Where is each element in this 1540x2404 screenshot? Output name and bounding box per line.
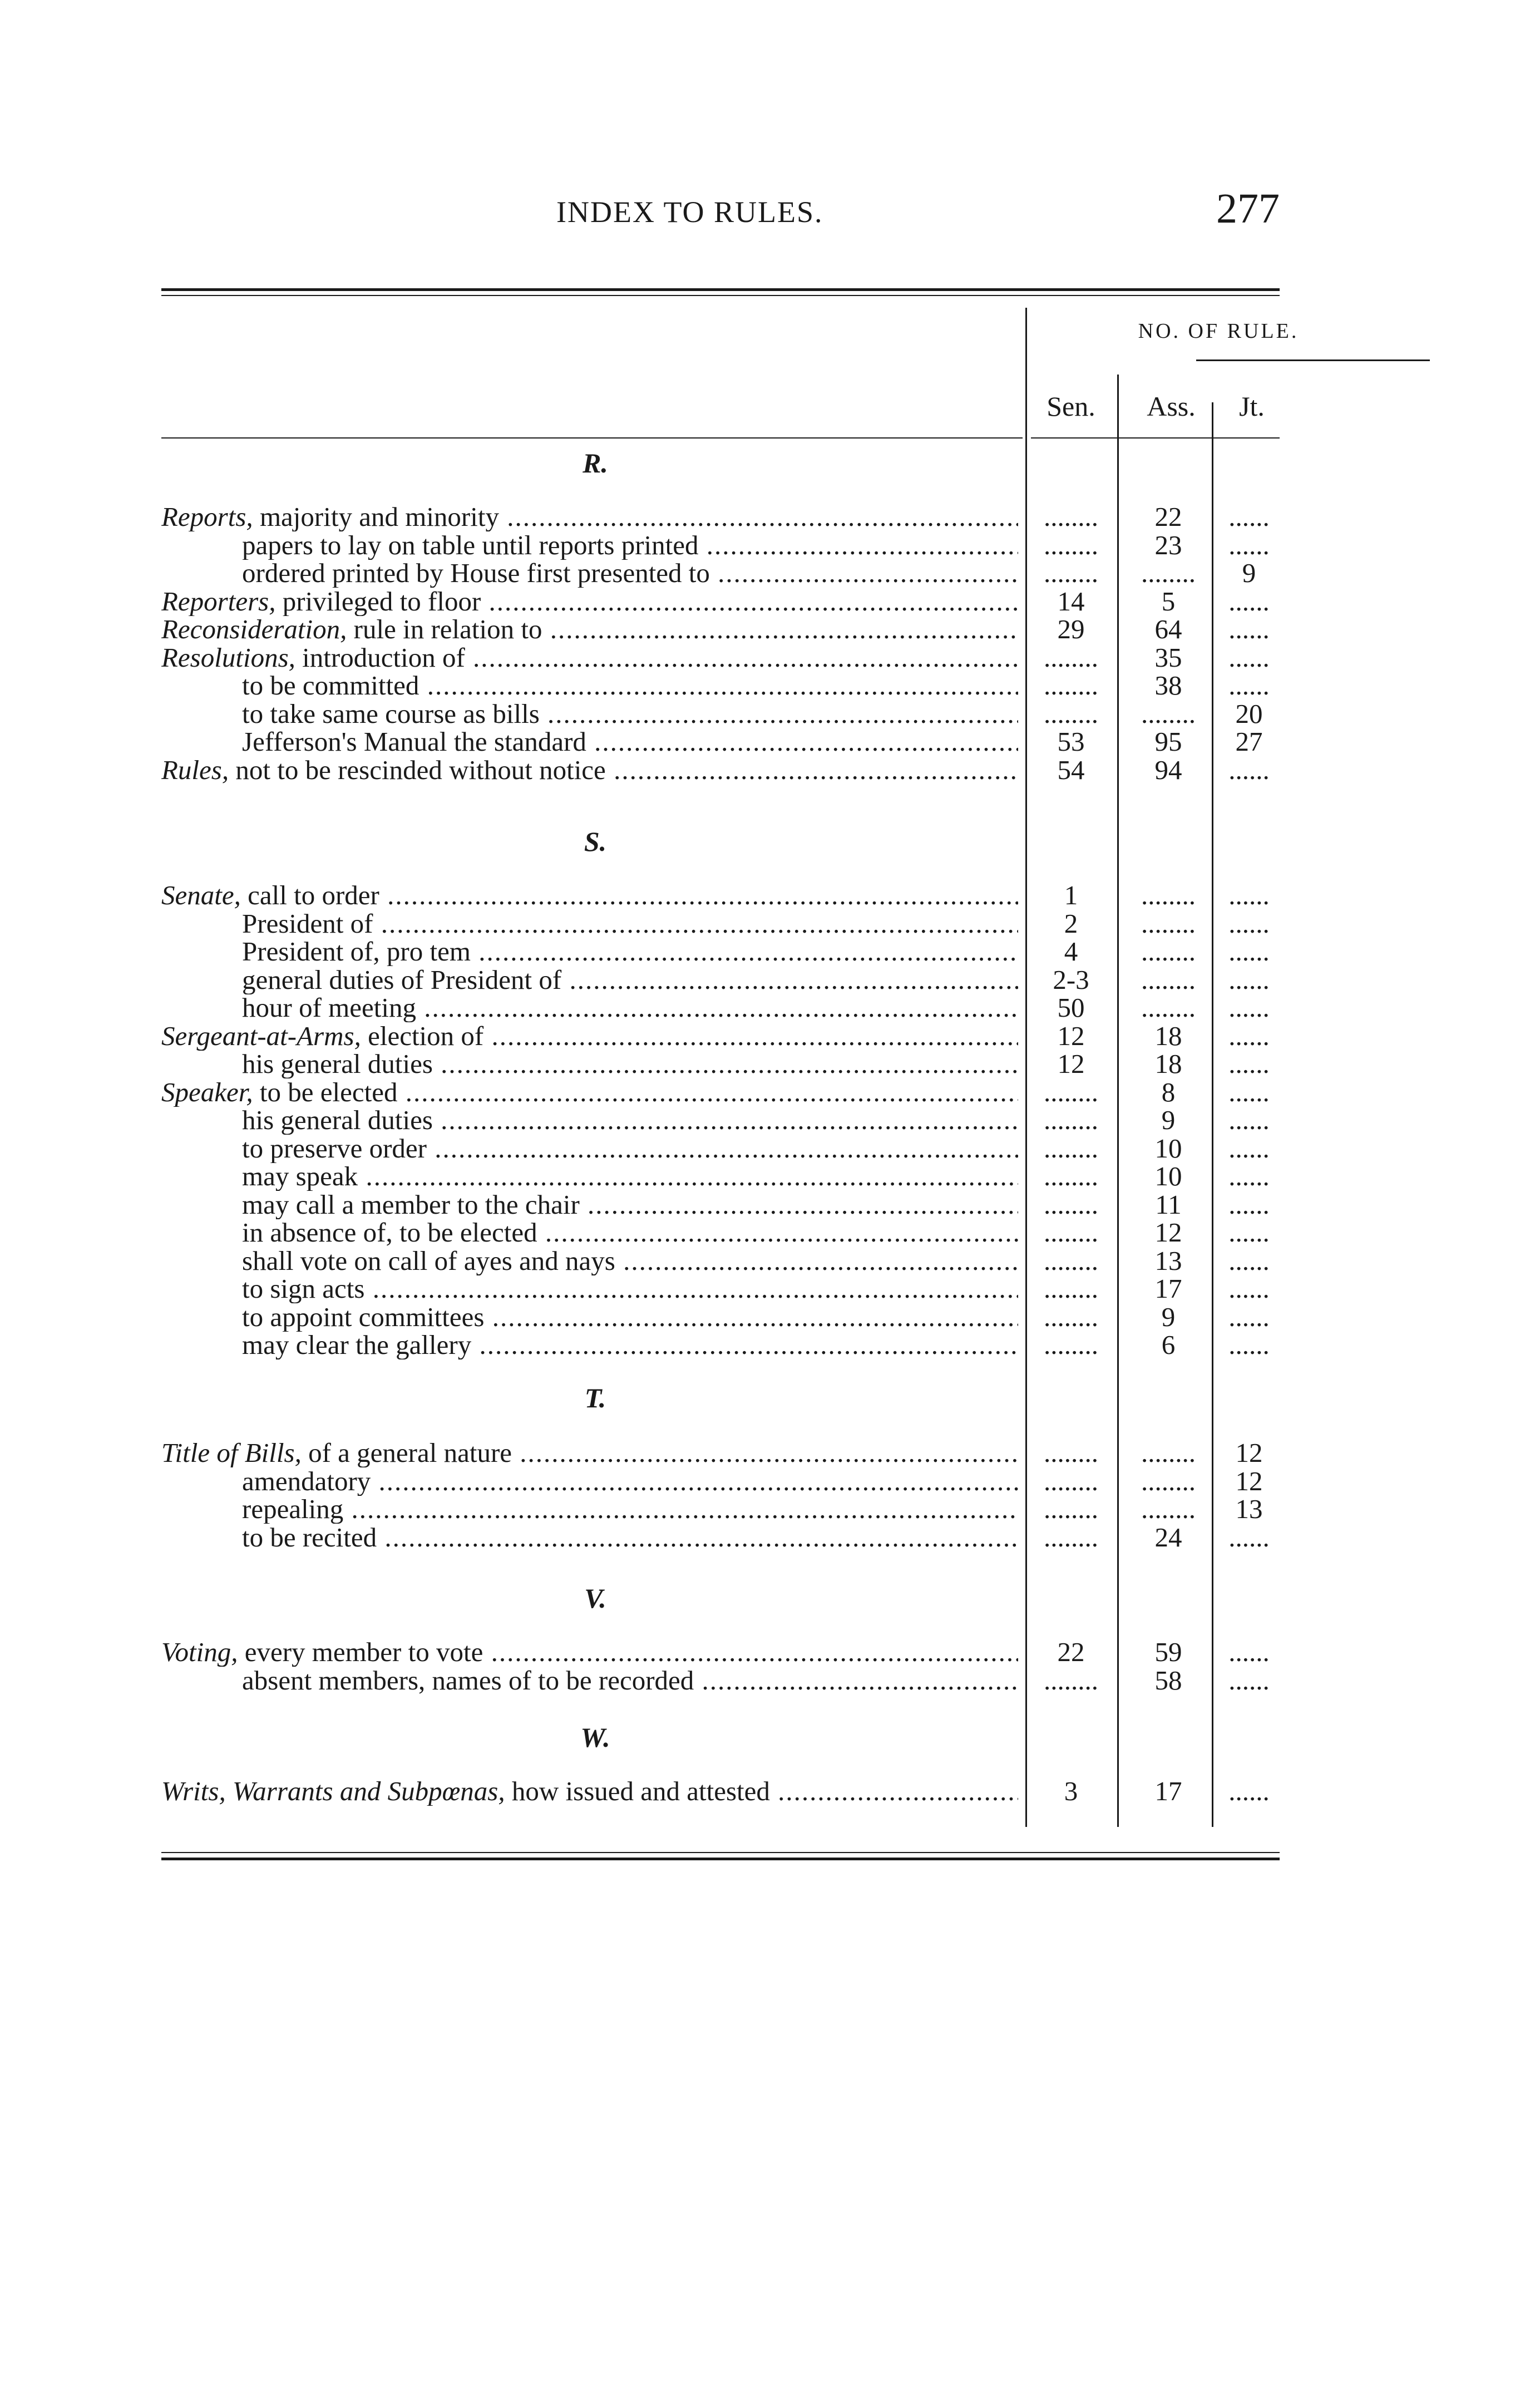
bottom-rule-outer: [161, 1858, 1280, 1860]
index-entry-text: [242, 1495, 1018, 1524]
ass-rule-number: 11: [1155, 1190, 1182, 1219]
jt-rule-number: ......: [1228, 1077, 1270, 1107]
entry-lead: Rules,: [161, 755, 229, 785]
sen-rule-number: ........: [1044, 1246, 1098, 1275]
sen-rule-number: 1: [1064, 881, 1078, 910]
entry-description: rule in relation to .....: [347, 615, 1018, 644]
entry-description: privileged to floor .....: [276, 587, 1019, 616]
index-entry-row: [161, 756, 1280, 785]
jt-rule-number: 13: [1235, 1495, 1263, 1524]
index-entry-row: [161, 503, 1280, 531]
jt-rule-number: ......: [1228, 1666, 1270, 1695]
sen-rule-number: ........: [1044, 1495, 1098, 1524]
index-entry-row: [161, 671, 1280, 700]
ass-rule-number: ........: [1141, 1439, 1196, 1467]
index-entry-text: [242, 937, 1018, 966]
index-entry-text: [242, 559, 1018, 588]
header-rule-left: [161, 437, 1023, 439]
index-entry-row: [161, 1274, 1280, 1303]
jt-rule-number: ......: [1228, 503, 1270, 531]
index-entry-text: [242, 909, 1018, 938]
entry-lead: Voting,: [161, 1638, 238, 1667]
entry-description: President of, pro tem .....: [242, 937, 1018, 966]
sen-rule-number: ........: [1044, 1466, 1098, 1496]
ass-rule-number: 17: [1154, 1777, 1182, 1806]
entry-description: President of .....: [242, 909, 1018, 938]
jt-rule-number: ......: [1228, 1246, 1270, 1275]
section-letter: W.: [580, 1722, 610, 1753]
sen-rule-number: ........: [1044, 1439, 1098, 1467]
jt-rule-number: 12: [1235, 1466, 1263, 1496]
index-entry-row: [161, 993, 1280, 1022]
sen-rule-number: 4: [1064, 937, 1078, 966]
index-entry-row: [161, 531, 1280, 560]
ass-rule-number: 35: [1154, 643, 1182, 672]
index-entry-row: [161, 1523, 1280, 1552]
entry-description: Jefferson's Manual the standard .....: [242, 727, 1018, 756]
entry-description: papers to lay on table until reports printed .....: [242, 531, 1018, 560]
entry-description: introduction of .....: [295, 643, 1018, 672]
sen-rule-number: 14: [1057, 587, 1085, 616]
ass-rule-number: 6: [1161, 1331, 1176, 1359]
entry-description: hour of meeting .....: [242, 993, 1018, 1022]
entry-description: to be committed .....: [242, 671, 1018, 700]
index-entry-text: [242, 671, 1018, 700]
sen-rule-number: ........: [1044, 530, 1098, 560]
ass-rule-number: 38: [1154, 671, 1182, 700]
entry-description: every member to vote .....: [238, 1638, 1018, 1667]
jt-rule-number: ......: [1228, 965, 1270, 994]
entry-description: to preserve order .....: [242, 1134, 1018, 1163]
index-entry-row: [161, 965, 1280, 994]
jt-rule-number: ......: [1228, 671, 1270, 700]
sen-rule-number: 50: [1057, 993, 1085, 1022]
entry-description: in absence of, to be elected .....: [242, 1218, 1018, 1247]
sen-rule-number: ........: [1044, 1134, 1098, 1163]
ass-rule-number: 5: [1161, 587, 1176, 616]
ass-rule-number: 10: [1154, 1162, 1182, 1191]
index-entry-text: [161, 1439, 1018, 1467]
ass-column-label: Ass.: [1147, 391, 1196, 422]
index-entry-row: [161, 1439, 1280, 1467]
index-entry-row: [161, 1666, 1280, 1695]
ass-rule-number: 95: [1154, 727, 1182, 756]
index-entry-text: [242, 699, 1018, 728]
ass-rule-number: ........: [1141, 559, 1196, 588]
jt-rule-number: ......: [1228, 993, 1270, 1022]
index-entry-row: [161, 1777, 1280, 1806]
sen-rule-number: ........: [1044, 671, 1098, 700]
jt-rule-number: ......: [1228, 1162, 1270, 1191]
index-entry-row: [161, 1331, 1280, 1359]
no-of-rule-label: NO. OF RULE.: [1138, 319, 1299, 343]
jt-rule-number: ......: [1228, 909, 1270, 938]
entry-description: amendatory .....: [242, 1467, 1018, 1496]
entry-description: how issued and attested .....: [505, 1777, 1018, 1806]
jt-rule-number: ......: [1228, 1218, 1270, 1247]
entry-description: call to order .....: [241, 881, 1018, 910]
ass-rule-number: ........: [1141, 965, 1196, 994]
section-letter: S.: [584, 826, 607, 857]
index-entry-text: [242, 1274, 1018, 1303]
jt-rule-number: ......: [1228, 1190, 1270, 1219]
entry-description: to take same course as bills .....: [242, 699, 1018, 728]
header-rule-right: [1031, 437, 1280, 439]
entry-lead: Sergeant-at-Arms,: [161, 1021, 361, 1051]
sen-rule-number: 29: [1057, 615, 1085, 644]
index-entry-text: [242, 1050, 1018, 1078]
index-entry-text: [161, 1078, 1018, 1107]
index-entry-text: [242, 1106, 1018, 1135]
jt-rule-number: ......: [1228, 1777, 1270, 1806]
top-rule-outer: [161, 288, 1280, 291]
sen-rule-number: ........: [1044, 1106, 1098, 1135]
ass-rule-number: 12: [1154, 1218, 1182, 1247]
ass-rule-number: 59: [1154, 1638, 1182, 1667]
index-entry-text: [242, 965, 1018, 994]
running-title: INDEX TO RULES.: [556, 195, 823, 229]
index-entry-text: [161, 756, 1018, 785]
ass-rule-number: ........: [1141, 909, 1196, 938]
sen-rule-number: ........: [1044, 1190, 1098, 1219]
jt-column-label: Jt.: [1239, 391, 1265, 422]
sen-rule-number: ........: [1044, 1331, 1098, 1359]
ass-rule-number: 24: [1154, 1523, 1182, 1552]
jt-rule-number: ......: [1228, 1021, 1270, 1051]
index-entry-row: [161, 1495, 1280, 1524]
ass-rule-number: ........: [1141, 1466, 1196, 1496]
index-entry-row: [161, 727, 1280, 756]
jt-rule-number: ......: [1228, 615, 1270, 644]
ass-rule-number: 8: [1161, 1077, 1176, 1107]
jt-rule-number: ......: [1228, 1134, 1270, 1163]
index-entry-row: [161, 699, 1280, 728]
jt-rule-number: ......: [1228, 1523, 1270, 1552]
entry-description: absent members, names of to be recorded .....: [242, 1666, 1018, 1695]
jt-rule-number: ......: [1228, 643, 1270, 672]
sen-rule-number: ........: [1044, 1302, 1098, 1332]
jt-rule-number: ......: [1228, 1331, 1270, 1359]
index-entry-text: [161, 1777, 1018, 1806]
index-entry-text: [242, 1331, 1018, 1359]
ass-rule-number: 9: [1161, 1302, 1176, 1332]
index-entry-row: [161, 1638, 1280, 1667]
index-entry-row: [161, 587, 1280, 616]
index-entry-row: [161, 1022, 1280, 1051]
jt-rule-number: ......: [1228, 881, 1270, 910]
entry-lead: Resolutions,: [161, 643, 295, 672]
jt-rule-number: 20: [1235, 699, 1263, 728]
entry-description: election of .....: [361, 1022, 1018, 1051]
entry-description: of a general nature .....: [302, 1439, 1018, 1467]
index-entry-row: [161, 1078, 1280, 1107]
index-entry-text: [161, 1638, 1018, 1667]
index-entry-text: [242, 1666, 1018, 1695]
index-entry-row: [161, 937, 1280, 966]
entry-description: may speak .....: [242, 1162, 1018, 1191]
jt-rule-number: ......: [1228, 530, 1270, 560]
sen-rule-number: 53: [1057, 727, 1085, 756]
index-entry-text: [242, 1303, 1018, 1332]
entry-lead: Senate,: [161, 881, 241, 910]
sen-rule-number: ........: [1044, 1523, 1098, 1552]
top-rule-inner: [161, 295, 1280, 296]
sen-rule-number: ........: [1044, 1666, 1098, 1695]
ass-rule-number: 18: [1154, 1021, 1182, 1051]
index-entry-row: [161, 1218, 1280, 1247]
entry-lead: Reports,: [161, 503, 253, 531]
index-entry-text: [161, 615, 1018, 644]
sen-rule-number: ........: [1044, 643, 1098, 672]
index-entry-row: [161, 1303, 1280, 1332]
index-entry-row: [161, 643, 1280, 672]
section-letter: T.: [584, 1382, 606, 1413]
entry-description: may clear the gallery .....: [242, 1331, 1018, 1359]
index-entry-text: [242, 1190, 1018, 1219]
index-entry-text: [242, 1247, 1018, 1275]
index-entry-text: [242, 531, 1018, 560]
sen-rule-number: ........: [1044, 1077, 1098, 1107]
entry-lead: Writs, Warrants and Subpœnas,: [161, 1777, 505, 1806]
column-header-divider: [1196, 359, 1430, 361]
ass-rule-number: 23: [1154, 530, 1182, 560]
column-header: [161, 297, 1299, 441]
entry-description: not to be rescinded without notice .....: [229, 756, 1018, 785]
index-entry-text: [161, 587, 1018, 616]
entry-description: majority and minority .....: [253, 503, 1018, 531]
sen-rule-number: 2-3: [1053, 965, 1089, 994]
ass-rule-number: 94: [1154, 755, 1182, 785]
ass-rule-number: 13: [1154, 1246, 1182, 1275]
entry-description: ordered printed by House first presented to .....: [242, 559, 1018, 588]
index-entry-text: [242, 1162, 1018, 1191]
ass-rule-number: ........: [1141, 937, 1196, 966]
sen-rule-number: ........: [1044, 559, 1098, 588]
index-entry-text: [242, 1134, 1018, 1163]
page-number: 277: [1216, 185, 1280, 232]
ass-rule-number: ........: [1141, 1495, 1196, 1524]
jt-rule-number: ......: [1228, 937, 1270, 966]
index-entry-text: [242, 727, 1018, 756]
bottom-rule-inner: [161, 1852, 1280, 1853]
section-letter: V.: [584, 1583, 606, 1614]
jt-rule-number: ......: [1228, 1274, 1270, 1303]
sen-rule-number: 12: [1057, 1021, 1085, 1051]
entry-description: repealing .....: [242, 1495, 1018, 1524]
sen-rule-number: 2: [1064, 909, 1078, 938]
ass-rule-number: 10: [1154, 1134, 1182, 1163]
entry-description: his general duties .....: [242, 1050, 1018, 1078]
index-entry-text: [242, 1467, 1018, 1496]
ass-rule-number: ........: [1141, 699, 1196, 728]
index-entry-row: [161, 1134, 1280, 1163]
ass-rule-number: 17: [1154, 1274, 1182, 1303]
entry-lead: Speaker,: [161, 1077, 253, 1107]
entry-lead: Reconsideration,: [161, 615, 347, 644]
sen-rule-number: ........: [1044, 1218, 1098, 1247]
jt-rule-number: ......: [1228, 1638, 1270, 1667]
entry-description: to be elected .....: [253, 1078, 1018, 1107]
ass-rule-number: 58: [1154, 1666, 1182, 1695]
index-entry-row: [161, 1106, 1280, 1135]
ass-rule-number: ........: [1141, 993, 1196, 1022]
jt-rule-number: 12: [1235, 1439, 1263, 1467]
jt-rule-number: ......: [1228, 1106, 1270, 1135]
sen-rule-number: 12: [1057, 1050, 1085, 1078]
entry-description: may call a member to the chair .....: [242, 1190, 1018, 1219]
index-entry-row: [161, 1190, 1280, 1219]
ass-rule-number: 18: [1154, 1050, 1182, 1078]
entry-description: general duties of President of .....: [242, 965, 1018, 994]
jt-rule-number: ......: [1228, 1050, 1270, 1078]
entry-lead: Title of Bills,: [161, 1439, 302, 1467]
index-entry-row: [161, 559, 1280, 588]
sen-rule-number: ........: [1044, 699, 1098, 728]
index-entry-row: [161, 1162, 1280, 1191]
sen-rule-number: 22: [1057, 1638, 1085, 1667]
ass-rule-number: 22: [1154, 503, 1182, 531]
index-entry-text: [242, 1218, 1018, 1247]
entry-description: to be recited .....: [242, 1523, 1018, 1552]
sen-rule-number: ........: [1044, 1162, 1098, 1191]
index-entry-text: [161, 503, 1018, 531]
entry-lead: Reporters,: [161, 587, 276, 616]
index-entry-text: [161, 881, 1018, 910]
jt-rule-number: ......: [1228, 1302, 1270, 1332]
sen-column-label: Sen.: [1047, 391, 1095, 422]
sen-rule-number: 3: [1064, 1777, 1078, 1806]
entry-description: to sign acts .....: [242, 1274, 1018, 1303]
index-entry-text: [242, 1523, 1018, 1552]
ass-rule-number: 9: [1161, 1106, 1176, 1135]
sen-rule-number: ........: [1044, 503, 1098, 531]
index-entry-row: [161, 615, 1280, 644]
index-entry-text: [161, 1022, 1018, 1051]
entry-description: to appoint committees .....: [242, 1303, 1018, 1332]
entry-description: shall vote on call of ayes and nays .....: [242, 1247, 1018, 1275]
jt-rule-number: ......: [1228, 755, 1270, 785]
index-entry-text: [161, 643, 1018, 672]
jt-rule-number: 27: [1235, 727, 1263, 756]
ass-rule-number: ........: [1141, 881, 1196, 910]
index-entry-row: [161, 909, 1280, 938]
index-entry-row: [161, 1467, 1280, 1496]
section-letter: R.: [583, 447, 608, 479]
ass-rule-number: 64: [1154, 615, 1182, 644]
index-entry-row: [161, 881, 1280, 910]
index-entry-row: [161, 1247, 1280, 1275]
sen-rule-number: ........: [1044, 1274, 1098, 1303]
jt-rule-number: ......: [1228, 587, 1270, 616]
jt-rule-number: 9: [1242, 559, 1256, 588]
index-entry-text: [242, 993, 1018, 1022]
sen-rule-number: 54: [1057, 755, 1085, 785]
entry-description: his general duties .....: [242, 1106, 1018, 1135]
page-header: [161, 185, 1280, 245]
index-entry-row: [161, 1050, 1280, 1078]
